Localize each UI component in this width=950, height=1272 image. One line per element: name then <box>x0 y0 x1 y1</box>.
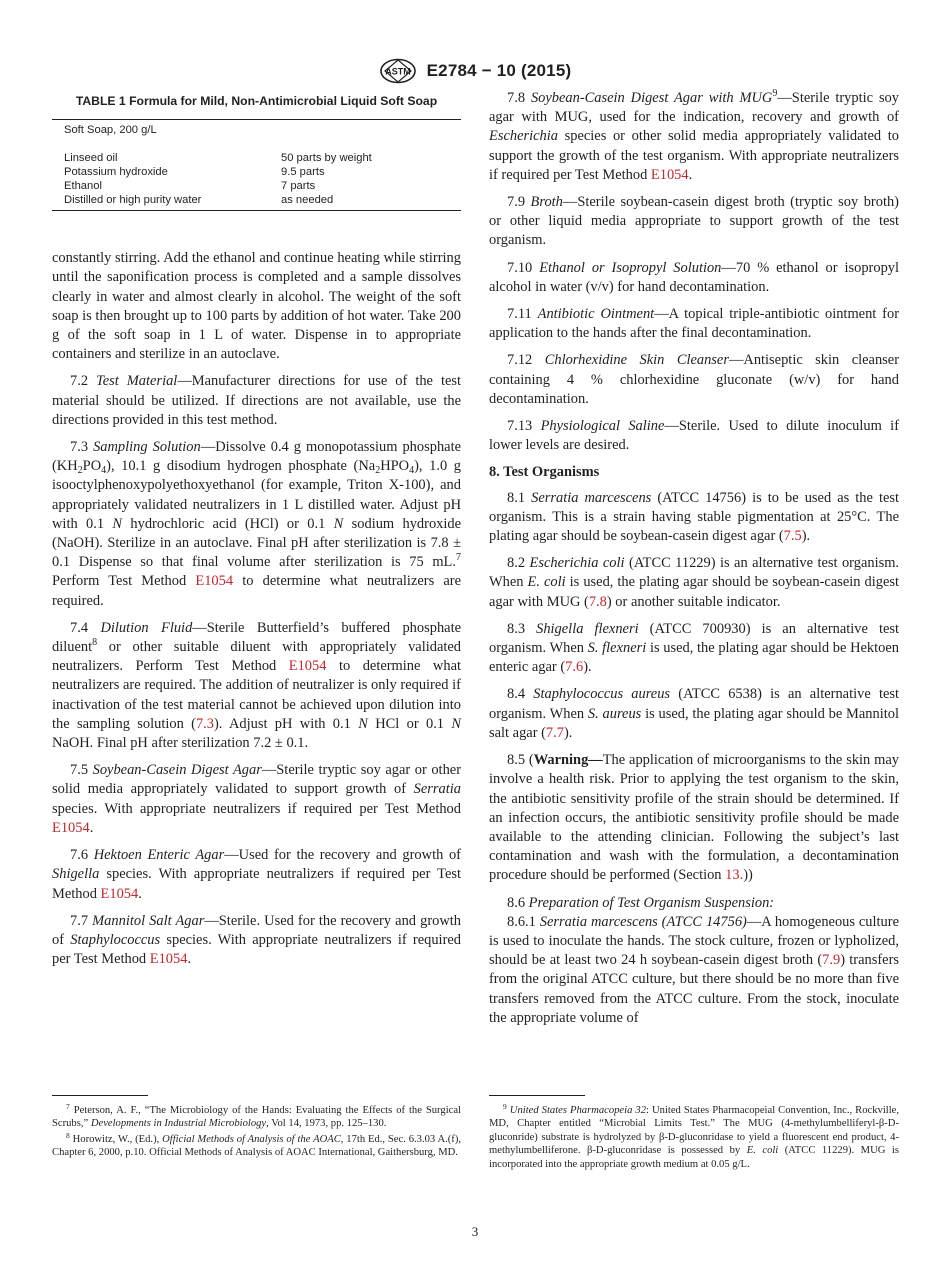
paragraph-7-13: 7.13 Physiological Saline—Sterile. Used to dilute inoculum if lower levels are desired. <box>489 418 900 454</box>
paragraph-7-10: 7.10 Ethanol or Isopropyl Solution—70 % ethanol or isopropyl alcohol in water (v/v) for hand decontamination. <box>489 259 900 295</box>
table-cell-item: Potassium hydroxide <box>64 166 168 179</box>
footnote-9: $^9$ United States Pharmacopeia 32: United States Pharmacopeial Convention, Inc., Rockville, MD, Chapter entitled “Microbial Limits Test.” The MUG (4-methylumbelliferyl-β-D-gluconride) substrate is hydrolyzed by β-D-gluconridase to yield a fluorescent end product, 4-methylumbelliferone. β-D-gluconridase is possessed by E. coli (ATCC 11229). MUG is incorporated into the appropriate growth medium at 0.05 g/L. <box>489 1102 899 1170</box>
table-cell-amount: 7 parts <box>281 180 316 193</box>
table-cell-amount: as needed <box>269 193 461 211</box>
page-header <box>0 58 950 84</box>
paragraph-8-6-1: 8.6.1 Serratia marcescens (ATCC 14756)—A homogeneous culture is used to inoculate the hands. The stock culture, frozen or lypholized, should be at least two 24 h soybean-casein digest broth (7.9) transfers from the original ATCC culture, but there should be no more than five transfers removed from the ATCC culture. From the stock, inoculate the appropriate volume of <box>489 913 900 1026</box>
paragraph-7-3: 7.3 Sampling Solution—Dissolve 0.4 g monopotassium phosphate $(KH_2PO_4)$, 10.1 g disodium hydrogen phosphate $(Na_2HPO_4)$, 1.0 g isooctylphenoxypolyethoxyethanol (for example, Triton X-100), and appropriately validated neutralizers in 1 L distilled water. Adjust pH with 0.1 N hydrochloric acid (HCl) or 0.1 N sodium hydroxide (NaOH). Sterilize in an autoclave. Final pH after sterilization is 7.8 ± 0.1 Dispense so that final volume after sterilization is 75 mL.$^7$ Perform Test Method E1054 to determine what neutralizers are required. <box>52 439 462 609</box>
paragraph-8-1: 8.1 Serratia marcescens (ATCC 14756) is to be used as the test organism. This is a strain having stable pigmentation at 25°C. The plating agar should be soybean-casein digest agar (7.5). <box>489 489 900 545</box>
paragraph-8-5-warning: 8.5 (Warning—The application of microorganisms to the skin may involve a health risk. Prior to applying the test organism to the skin, the antibiotic sensitivity profile of the strain should be determined. If an infection occurs, the antibiotic sensitivity profile should be made available to the attending clinician. Following the subject’s last contamination and wash with the formulation, a decontamination procedure should be performed (Section 13.)) <box>489 752 899 884</box>
footnote-divider <box>52 1095 148 1096</box>
astm-logo-icon <box>379 58 417 84</box>
section-heading-8: 8. Test Organisms <box>489 464 600 481</box>
formula-table <box>52 119 461 211</box>
paragraph-7-12: 7.12 Chlorhexidine Skin Cleanser—Antiseptic skin cleanser containing 4 % chlorhexidine gluconate (w/v) for hand decontamination. <box>489 352 899 407</box>
paragraph-8-6: 8.6 Preparation of Test Organism Suspension: <box>507 894 775 911</box>
link-section-7-3[interactable]: 7.3 <box>195 715 214 732</box>
table-cell-item: Linseed oil <box>64 152 118 165</box>
paragraph-7-5: 7.5 Soybean-Casein Digest Agar—Sterile tryptic soy agar or other solid media appropriately validated to support growth of Serratia species. With appropriate neutralizers if required per Test Method E1054. <box>52 762 461 836</box>
table-heading: Soft Soap, 200 g/L <box>52 120 461 152</box>
page-number: 3 <box>471 1224 479 1239</box>
footnote-divider <box>489 1095 585 1096</box>
footnote-8: $^8$ Horowitz, W., (Ed.), Official Methods of Analysis of the AOAC, 17th Ed., Sec. 6.3.03 A.(f), Chapter 6, 2000, p.10. Official Methods of Analysis of AOAC International, Gaithersburg, MD. <box>52 1130 461 1159</box>
table-cell-item: Distilled or high purity water <box>52 193 269 211</box>
paragraph-8-2: 8.2 Escherichia coli (ATCC 11229) is an alternative test organism. When E. coli is used, the plating agar should be soybean-casein digest agar with MUG (7.8) or another suitable indicator. <box>489 555 900 610</box>
table-row <box>52 193 461 211</box>
link-section-7-8[interactable]: 7.8 <box>588 593 607 610</box>
table-cell-item: Ethanol <box>64 180 102 193</box>
table-row <box>52 165 461 179</box>
link-section-13[interactable]: 13. <box>725 867 744 884</box>
table-row <box>52 151 461 165</box>
footnote-ref-9: 9 <box>772 88 778 99</box>
link-e1054[interactable]: E1054 <box>195 573 234 590</box>
link-e1054[interactable]: E1054 <box>149 951 188 968</box>
link-e1054[interactable]: E1054 <box>52 819 90 836</box>
paragraph-7-9: 7.9 Broth—Sterile soybean-casein digest broth (tryptic soy broth) or other liquid media appropriate to support growth of the test organism. <box>489 194 899 249</box>
link-e1054[interactable]: E1054 <box>650 166 689 183</box>
link-e1054[interactable]: E1054 <box>100 885 139 902</box>
table-cell-amount: 9.5 parts <box>281 166 325 179</box>
table-row <box>52 179 461 193</box>
footnotes-left <box>52 1095 461 1162</box>
footnote-ref-7: 7 <box>456 552 461 564</box>
paragraph-7-2: 7.2 Test Material—Manufacturer directions for use of the test material should be utilized. If directions are not available, use the directions provided in this test method. <box>52 373 462 428</box>
paragraph-7-8: 7.8 Soybean-Casein Digest Agar with MUG$^9$—Sterile tryptic soy agar with MUG, used for the indication, recovery and growth of Escherichia species or other solid media appropriately validated to support the growth of the test organism. With appropriate neutralizers if required per Test Method E1054. <box>489 88 899 183</box>
paragraph-7-11: 7.11 Antibiotic Ointment—A topical triple-antibiotic ointment for application to the hands after the final decontamination. <box>489 306 900 342</box>
table-row <box>52 120 461 152</box>
link-section-7-5[interactable]: 7.5 <box>783 528 802 545</box>
paragraph-8-4: 8.4 Staphylococcus aureus (ATCC 6538) is an alternative test organism. When S. aureus is used, the plating agar should be Mannitol salt agar (7.7). <box>489 686 899 741</box>
link-section-7-6[interactable]: 7.6 <box>565 659 584 676</box>
link-section-7-9[interactable]: 7.9 <box>822 952 841 969</box>
paragraph-7-7: 7.7 Mannitol Salt Agar—Sterile. Used for the recovery and growth of Staphylococcus species. With appropriate neutralizers if required per Test Method E1054. <box>52 912 462 968</box>
link-e1054[interactable]: E1054 <box>288 658 327 675</box>
paragraph-7-6: 7.6 Hektoen Enteric Agar—Used for the recovery and growth of Shigella species. With appropriate neutralizers if required per Test Method E1054. <box>52 847 462 902</box>
right-column <box>489 88 900 1036</box>
paragraph-7-4: 7.4 Dilution Fluid—Sterile Butterfield’s buffered phosphate diluent$^8$ or other suitable diluent with appropriately validated neutralizers. Perform Test Method E1054 to determine what neutralizers are required. The addition of neutralizer is only required if inactivation of the test material cannot be achieved upon dilution into the sampling solution (7.3). Adjust pH with 0.1 N HCl or 0.1 N NaOH. Final pH after sterilization 7.2 ± 0.1. <box>52 619 462 752</box>
left-column <box>52 92 461 977</box>
footnote-ref-8: 8 <box>92 637 98 649</box>
footnote-7: $^7$ Peterson, A. F., “The Microbiology of the Hands: Evaluating the Effects of the Surgical Scrubs,” Developments in Industrial Microbiology, Vol 14, 1973, pp. 125–130. <box>52 1102 461 1130</box>
footnotes-right <box>489 1095 899 1173</box>
table-title: TABLE 1 Formula for Mild, Non-Antimicrobial Liquid Soft Soap <box>75 94 438 108</box>
svg-text:ASTM: ASTM <box>384 66 411 77</box>
link-section-7-7[interactable]: 7.7 <box>545 724 564 741</box>
table-cell-amount: 50 parts by weight <box>281 152 372 165</box>
paragraph-7-1-continued: constantly stirring. Add the ethanol and continue heating while stirring until the saponification process is completed and a sample dissolves clearly in water and almost clearly in alcohol. The weight of the soft soap is then brought up to 100 parts by addition of hot water. Take 200 g of the soft soap in 1 L of water. Dispense in to appropriate containers and sterilize in an autoclave. <box>52 250 461 363</box>
paragraph-8-3: 8.3 Shigella flexneri (ATCC 700930) is an alternative test organism. When S. flexneri is used, the plating agar should be Hektoen enteric agar (7.6). <box>489 620 900 676</box>
standard-designation: E2784 − 10 (2015) <box>426 61 572 80</box>
